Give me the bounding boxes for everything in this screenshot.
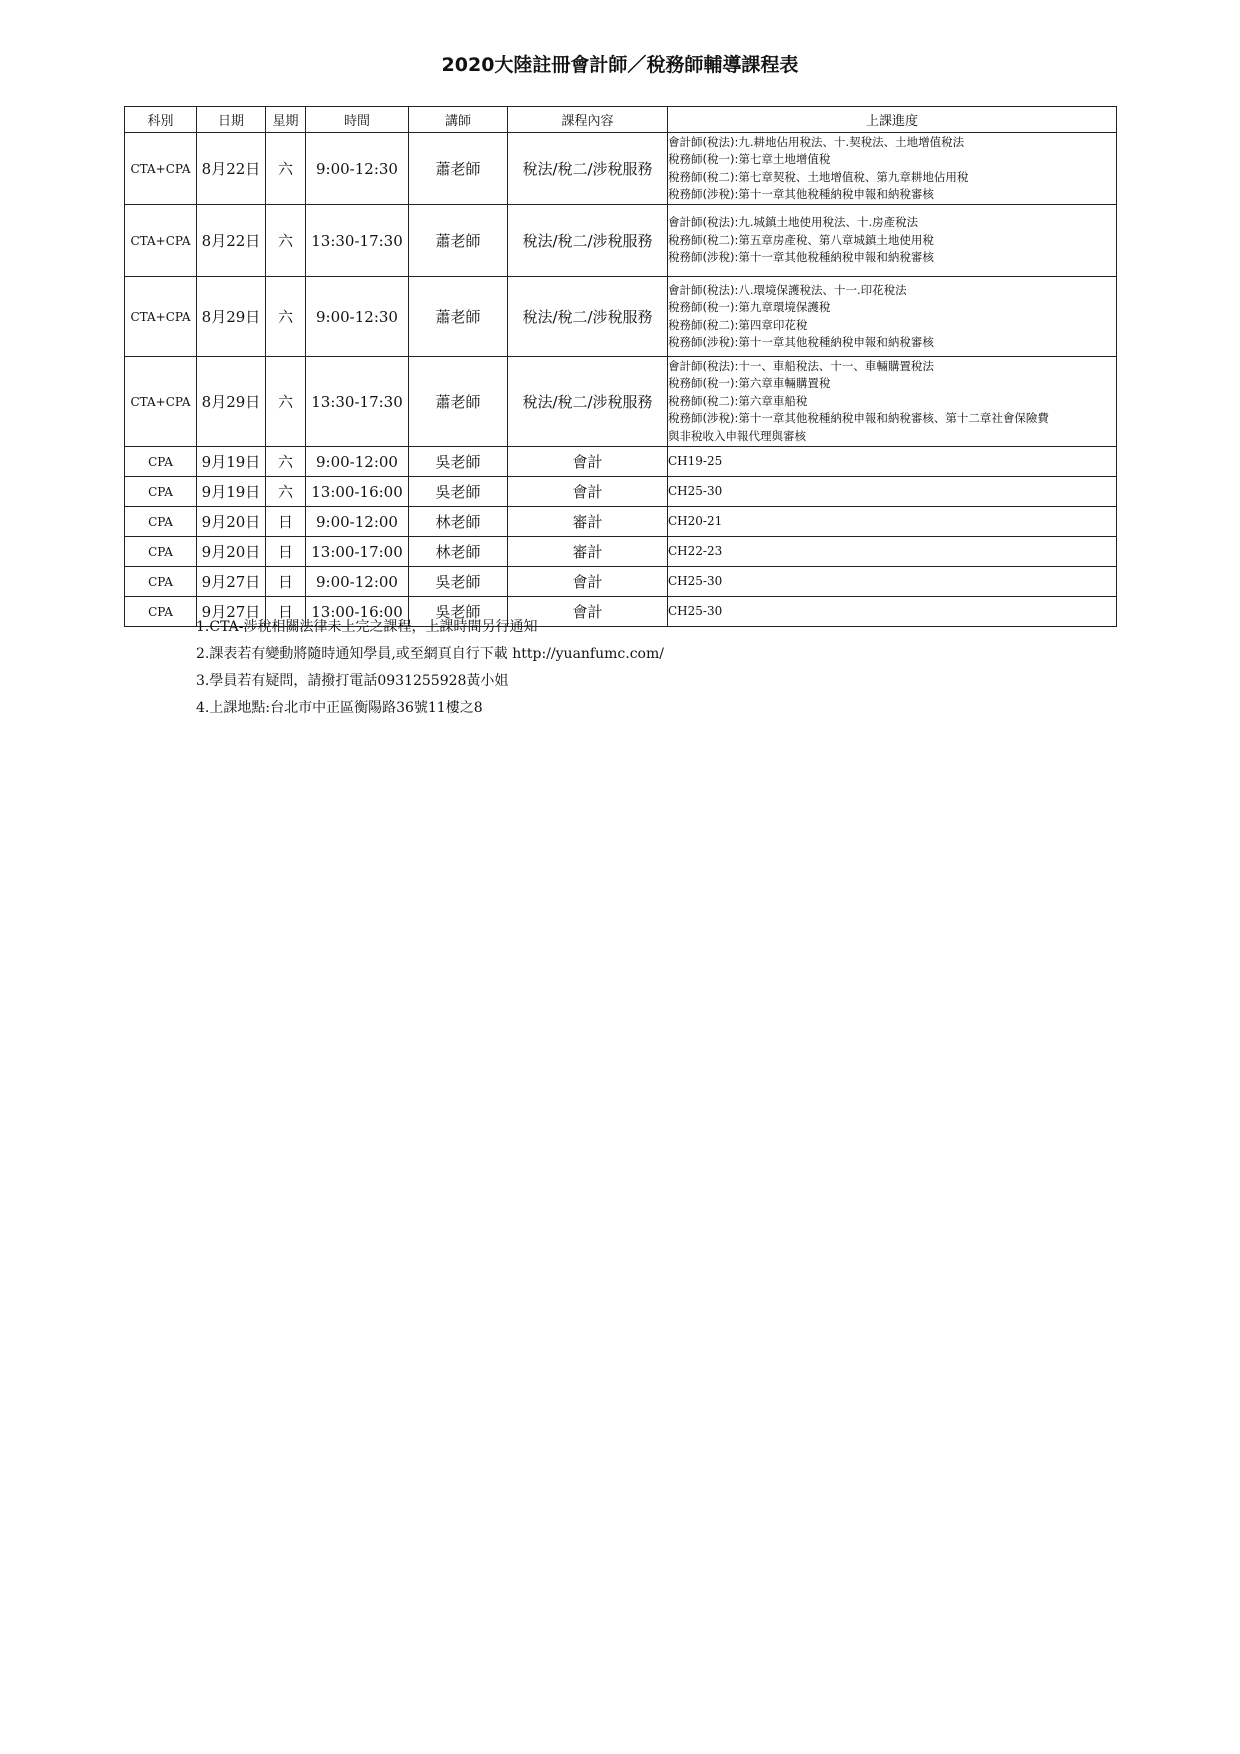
cell-weekday: 六 [266,447,306,477]
progress-line: 會計師(稅法):八.環境保護稅法、十一.印花稅法 [668,282,907,297]
cell-date: 9月20日 [197,507,266,537]
cell-date: 9月27日 [197,597,266,627]
course-schedule-table [124,106,1117,627]
cell-weekday: 六 [266,205,306,277]
cell-time: 13:00-16:00 [306,597,409,627]
progress-line: 稅務師(涉稅):第十一章其他稅種納稅申報和納稅審核 [668,187,934,201]
cell-content: 審計 [508,537,668,567]
table-row [125,537,1117,567]
cell-subject: CTA+CPA [125,277,197,357]
cell-subject: CPA [125,537,197,567]
cell-progress [668,357,1117,447]
progress-line: 稅務師(稅二):第七章契稅、土地增值稅、第九章耕地佔用稅 [668,169,969,184]
cell-date: 9月20日 [197,537,266,567]
cell-date: 8月29日 [197,357,266,447]
cell-teacher: 吳老師 [409,447,508,477]
cell-weekday: 日 [266,597,306,627]
cell-content: 會計 [508,567,668,597]
cell-progress [668,477,1117,507]
cell-content: 會計 [508,597,668,627]
cell-progress [668,133,1117,205]
cell-subject: CPA [125,597,197,627]
progress-line: 與非稅收入申報代理與審核 [668,428,806,443]
cell-progress [668,277,1117,357]
progress-line: CH20-21 [668,513,723,528]
table-row [125,357,1117,447]
table-row [125,447,1117,477]
cell-teacher: 吳老師 [409,567,508,597]
header-subject: 科別 [125,107,197,133]
cell-content: 稅法/稅二/涉稅服務 [508,205,668,277]
progress-line: 稅務師(稅二):第五章房產稅、第八章城鎮土地使用稅 [668,232,934,247]
cell-teacher: 林老師 [409,507,508,537]
table-row [125,507,1117,537]
header-teacher: 講師 [409,107,508,133]
header-content: 課程內容 [508,107,668,133]
table-header-row [125,107,1117,133]
cell-time: 13:30-17:30 [306,357,409,447]
cell-progress [668,537,1117,567]
cell-weekday: 六 [266,277,306,357]
cell-progress [668,447,1117,477]
table-row [125,477,1117,507]
cell-teacher: 蕭老師 [409,357,508,447]
cell-content: 稅法/稅二/涉稅服務 [508,277,668,357]
cell-subject: CTA+CPA [125,357,197,447]
progress-line: 稅務師(稅二):第六章車船稅 [668,393,808,408]
cell-time: 9:00-12:30 [306,133,409,205]
progress-line: CH19-25 [668,453,723,468]
cell-teacher: 蕭老師 [409,133,508,205]
cell-date: 9月27日 [197,567,266,597]
progress-line: CH25-30 [668,603,723,618]
table-row [125,277,1117,357]
cell-content: 審計 [508,507,668,537]
notes-section [196,614,664,722]
cell-weekday: 六 [266,133,306,205]
cell-time: 9:00-12:00 [306,507,409,537]
cell-weekday: 日 [266,537,306,567]
page-title: 2020大陸註冊會計師／稅務師輔導課程表 [441,54,799,76]
cell-subject: CTA+CPA [125,205,197,277]
progress-line: 會計師(稅法):十一、車船稅法、十一、車輛購置稅法 [668,358,934,373]
table-row [125,205,1117,277]
note-item: 4.上課地點:台北市中正區衡陽路36號11樓之8 [196,700,483,716]
header-time: 時間 [306,107,409,133]
cell-weekday: 日 [266,567,306,597]
progress-line: 稅務師(涉稅):第十一章其他稅種納稅申報和納稅審核 [668,335,934,349]
progress-line: 稅務師(涉稅):第十一章其他稅種納稅申報和納稅審核 [668,250,934,265]
cell-teacher: 蕭老師 [409,205,508,277]
cell-subject: CPA [125,507,197,537]
cell-progress [668,567,1117,597]
cell-teacher: 吳老師 [409,597,508,627]
header-date: 日期 [197,107,266,133]
progress-line: CH25-30 [668,483,723,498]
cell-date: 8月29日 [197,277,266,357]
cell-progress [668,507,1117,537]
cell-time: 9:00-12:00 [306,447,409,477]
cell-date: 8月22日 [197,133,266,205]
cell-subject: CPA [125,447,197,477]
cell-progress [668,597,1117,627]
cell-content: 會計 [508,477,668,507]
cell-subject: CPA [125,477,197,507]
cell-time: 13:00-16:00 [306,477,409,507]
progress-line: 稅務師(稅一):第七章土地增值稅 [668,152,831,166]
cell-subject: CTA+CPA [125,133,197,205]
cell-date: 9月19日 [197,447,266,477]
cell-subject: CPA [125,567,197,597]
cell-date: 8月22日 [197,205,266,277]
progress-line: 稅務師(稅一):第六章車輛購置稅 [668,376,831,391]
cell-content: 稅法/稅二/涉稅服務 [508,133,668,205]
note-item: 3.學員若有疑問，請撥打電話0931255928黃小姐 [196,673,509,689]
header-weekday: 星期 [266,107,306,133]
cell-date: 9月19日 [197,477,266,507]
cell-content: 會計 [508,447,668,477]
progress-line: 會計師(稅法):九.耕地佔用稅法、十.契稅法、土地增值稅法 [668,134,965,149]
progress-line: CH22-23 [668,543,723,558]
cell-teacher: 蕭老師 [409,277,508,357]
progress-line: 稅務師(稅一):第九章環境保護稅 [668,300,831,314]
table-row [125,133,1117,205]
cell-weekday: 六 [266,357,306,447]
progress-line: 稅務師(涉稅):第十一章其他稅種納稅申報和納稅審核、第十二章社會保險費 [668,411,1049,426]
cell-time: 13:30-17:30 [306,205,409,277]
cell-teacher: 吳老師 [409,477,508,507]
header-progress: 上課進度 [668,107,1117,133]
cell-time: 9:00-12:30 [306,277,409,357]
cell-teacher: 林老師 [409,537,508,567]
note-item: 1.CTA-涉稅相關法律未上完之課程，上課時間另行通知 [196,619,538,635]
table-row [125,567,1117,597]
progress-line: CH25-30 [668,573,723,588]
progress-line: 會計師(稅法):九.城鎮土地使用稅法、十.房產稅法 [668,215,919,230]
cell-weekday: 六 [266,477,306,507]
cell-progress [668,205,1117,277]
note-item: 2.課表若有變動將隨時通知學員,或至網頁自行下載 http://yuanfumc.com/ [196,646,664,662]
cell-content: 稅法/稅二/涉稅服務 [508,357,668,447]
cell-time: 13:00-17:00 [306,537,409,567]
progress-line: 稅務師(稅二):第四章印花稅 [668,317,808,332]
cell-time: 9:00-12:00 [306,567,409,597]
cell-weekday: 日 [266,507,306,537]
